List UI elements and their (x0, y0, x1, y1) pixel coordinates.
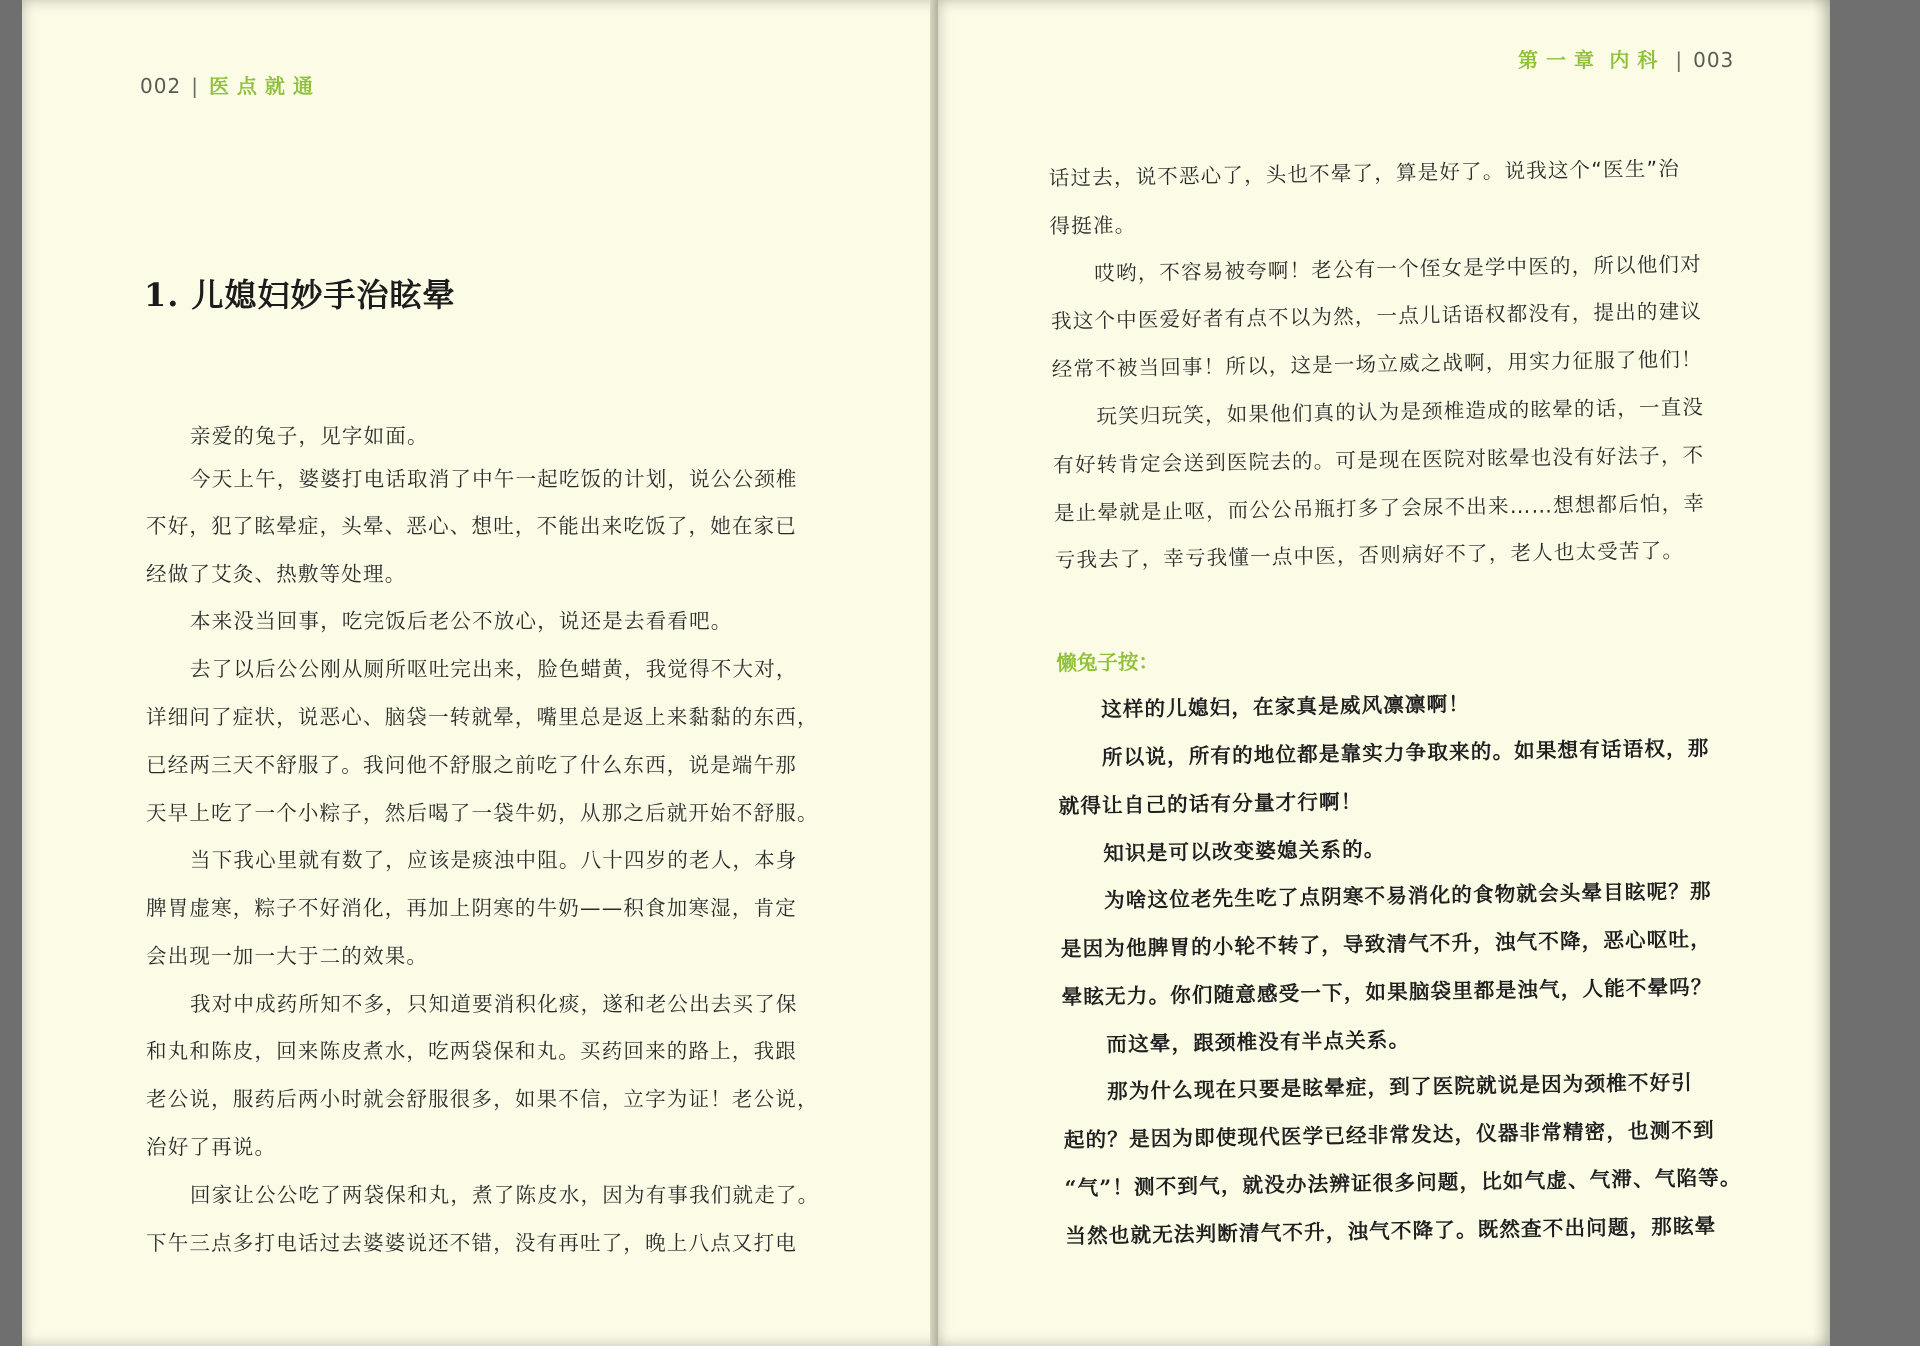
left-line: 当下我心里就有数了，应该是痰浊中阻。八十四岁的老人，本身 (190, 848, 798, 872)
left-line: 经做了艾灸、热敷等处理。 (146, 562, 407, 586)
right-line: 得挺准。 (1049, 212, 1137, 239)
chapter-label: 第一章 (1518, 48, 1602, 72)
note-line: “气”！测不到气，就没办法辨证很多问题，比如气虚、气滞、气陷等。 (1064, 1165, 1742, 1201)
left-line: 本来没当回事，吃完饭后老公不放心，说还是去看看吧。 (190, 609, 733, 633)
right-line: 话过去，说不恶心了，头也不晕了，算是好了。说我这个“医生”治 (1048, 156, 1681, 191)
note-line: 为啥这位老先生吃了点阴寒不易消化的食物就会头晕目眩呢？那 (1103, 878, 1712, 913)
left-line: 今天上午，婆婆打电话取消了中午一起吃饭的计划，说公公颈椎 (190, 467, 798, 491)
left-line: 脾胃虚寒，粽子不好消化，再加上阴寒的牛奶——积食加寒湿，肯定 (146, 896, 797, 920)
right-line: 玩笑归玩笑，如果他们真的认为是颈椎造成的眩晕的话，一直没 (1096, 395, 1705, 429)
note-line: 就得让自己的话有分量才行啊！ (1058, 789, 1363, 819)
note-line: 起的？是因为即使现代医学已经非常发达，仪器非常精密，也测不到 (1063, 1117, 1716, 1153)
left-line: 亲爱的兔子，见字如面。 (190, 424, 429, 448)
right-line: 我这个中医爱好者有点不以为然，一点儿话语权都没有，提出的建议 (1050, 299, 1703, 334)
note-line: 当然也就无法判断清气不升，浊气不降了。既然查不出问题，那眩晕 (1065, 1213, 1717, 1249)
right-line: 经常不被当回事！所以，这是一场立威之战啊，用实力征服了他们！ (1051, 347, 1703, 382)
note-line: 那为什么现在只要是眩晕症，到了医院就说是因为颈椎不好引 (1106, 1070, 1694, 1104)
section-label: 内科 (1609, 48, 1666, 72)
right-line: 有好转肯定会送到医院去的。可是现在医院对眩晕也没有好法子，不 (1053, 443, 1705, 478)
left-line: 老公说，服药后两小时就会舒服很多，如果不信，立字为证！老公说， (146, 1087, 819, 1111)
left-line: 下午三点多打电话过去婆婆说还不错，没有再吐了，晚上八点又打电 (146, 1231, 797, 1255)
left-line: 会出现一加一大于二的效果。 (146, 944, 429, 968)
note-line: 所以说，所有的地位都是靠实力争取来的。如果想有话语权，那 (1101, 735, 1710, 770)
left-line: 和丸和陈皮，回来陈皮煮水，吃两袋保和丸。买药回来的路上，我跟 (146, 1039, 797, 1063)
right-page-number: 003 (1693, 48, 1735, 72)
right-line: 哎哟，不容易被夸啊！老公有一个侄女是学中医的，所以他们对 (1094, 252, 1703, 286)
left-line: 去了以后公公刚从厕所呕吐完出来，脸色蜡黄，我觉得不大对， (190, 657, 798, 681)
note-line: 这样的儿媳妇，在家真是威风凛凛啊！ (1100, 691, 1471, 722)
right-line: 是止晕就是止呕，而公公吊瓶打多了会尿不出来……想想都后怕，幸 (1053, 491, 1706, 526)
left-line: 治好了再说。 (146, 1135, 277, 1159)
left-line: 回家让公公吃了两袋保和丸，煮了陈皮水，因为有事我们就走了。 (190, 1183, 820, 1207)
left-line: 详细问了症状，说恶心、脑袋一转就晕，嘴里总是返上来黏黏的东西， (146, 705, 819, 729)
note-line: 而这晕，跟颈椎没有半点关系。 (1106, 1027, 1411, 1057)
right-body-text (938, 0, 1851, 1346)
left-page (22, 0, 952, 1346)
left-running-header (140, 70, 321, 99)
note-line: 晕眩无力。你们随意感受一下，如果脑袋里都是浊气，人能不晕吗？ (1061, 974, 1713, 1010)
note-line: 是因为他脾胃的小轮不转了，导致清气不升，浊气不降，恶心呕吐， (1060, 926, 1713, 962)
left-page-number: 002 (140, 74, 182, 98)
section-heading: 1. 儿媳妇妙手治眩晕 (144, 276, 456, 314)
right-page (938, 0, 1830, 1346)
left-line: 我对中成药所知不多，只知道要消积化痰，遂和老公出去买了保 (190, 992, 798, 1016)
left-line: 天早上吃了一个小粽子，然后喝了一袋牛奶，从那之后就开始不舒服。 (146, 801, 819, 825)
page-edge-shadow (1812, 0, 1830, 1346)
left-line: 不好，犯了眩晕症，头晕、恶心、想吐，不能出来吃饭了，她在家已 (146, 514, 797, 538)
right-header-separator: | (1675, 48, 1684, 72)
left-header-separator: | (191, 74, 199, 98)
left-book-title: 医点就通 (208, 74, 321, 98)
right-line: 亏我去了，幸亏我懂一点中医，否则病好不了，老人也太受苦了。 (1054, 538, 1685, 573)
note-label: 懒兔子按： (1056, 649, 1160, 676)
left-line: 已经两三天不舒服了。我问他不舒服之前吃了什么东西，说是端午那 (146, 753, 797, 777)
note-line: 知识是可以改变婆媳关系的。 (1103, 837, 1386, 866)
